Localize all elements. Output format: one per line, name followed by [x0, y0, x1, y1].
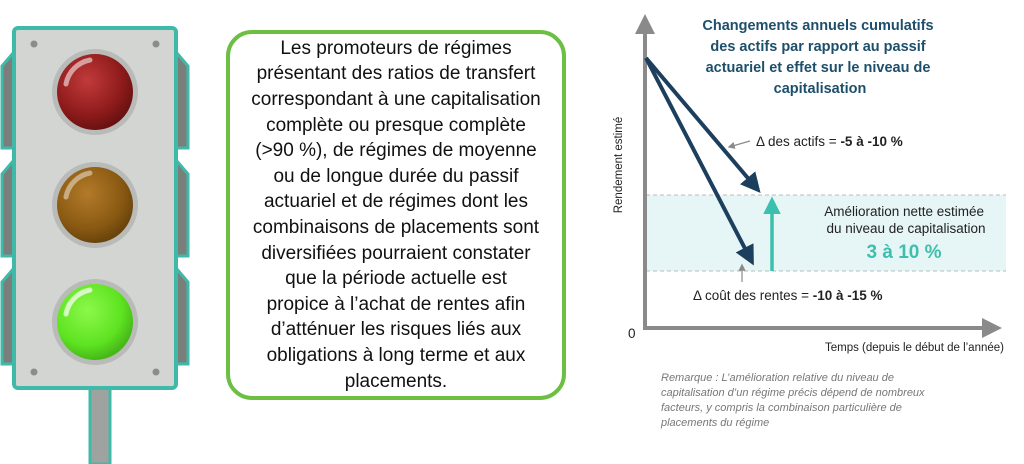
improvement-value: 3 à 10 % [866, 242, 942, 263]
message-line: complète ou presque complète [266, 114, 526, 136]
message-line: que la période actuelle est [285, 268, 507, 290]
annuity-label-value: -10 à -15 % [812, 288, 883, 303]
y-axis-label: Rendement estimé [613, 116, 625, 214]
green-light [52, 279, 138, 365]
message-line: d’atténuer les risques liés aux [270, 319, 522, 341]
message-line: placements. [344, 370, 448, 392]
diagram-title [702, 18, 937, 97]
message-line: présentant des ratios de transfert [256, 63, 536, 85]
message-text [251, 36, 540, 394]
assets-change-label [756, 134, 903, 149]
origin-label: 0 [628, 326, 636, 341]
assets-arrow [646, 58, 758, 190]
message-line: diversifiées pourraient constater [261, 242, 531, 264]
red-light [52, 49, 138, 135]
title-line: Changements annuels cumulatifs [702, 18, 934, 34]
message-line: (>90 %), de régimes de moyenne [255, 140, 537, 162]
message-line: actuariel et de régimes dont les [263, 191, 529, 213]
note-line: facteurs, y compris la combinaison particulière de [661, 402, 902, 414]
message-line: ou de longue durée du passif [273, 165, 519, 187]
annuity-label-prefix: Δ coût des rentes = [693, 288, 813, 303]
assets-label-prefix: Δ des actifs = [756, 134, 841, 149]
note-line: placements du régime [661, 417, 770, 429]
note-line: Remarque : L’amélioration relative du niveau de [661, 372, 894, 384]
screw [31, 41, 38, 48]
traffic-light-illustration [0, 0, 200, 464]
assets-label-value: -5 à -10 % [840, 134, 903, 149]
message-line: obligations à long terme et aux [266, 344, 526, 366]
pole [90, 385, 110, 464]
message-line: propice à l’achat de rentes afin [266, 293, 526, 315]
improvement-label-line: Amélioration nette estimée [824, 204, 985, 219]
screw [31, 369, 38, 376]
note-line: capitalisation d’un régime précis dépend de nombreux [661, 387, 925, 399]
title-line: capitalisation [773, 81, 867, 97]
title-line: actuariel et effet sur le niveau de [705, 60, 931, 76]
message-line: Les promoteurs de régimes [280, 37, 512, 59]
diagram-note [660, 372, 928, 429]
y-axis-arrowhead [635, 14, 655, 34]
message-line: combinaisons de placements sont [252, 217, 540, 238]
title-line: des actifs par rapport au passif [710, 39, 926, 55]
improvement-label-line: du niveau de capitalisation [826, 221, 986, 236]
amber-light [52, 162, 138, 248]
screw [153, 41, 160, 48]
message-line: correspondant à une capitalisation [251, 89, 541, 111]
annuity-cost-label [693, 288, 883, 303]
funding-diagram [592, 0, 1024, 464]
message-box [226, 30, 566, 400]
x-axis-arrowhead [982, 318, 1002, 338]
screw [153, 369, 160, 376]
assets-pointer [729, 141, 750, 147]
x-axis-label: Temps (depuis le début de l’année) [824, 342, 1004, 354]
